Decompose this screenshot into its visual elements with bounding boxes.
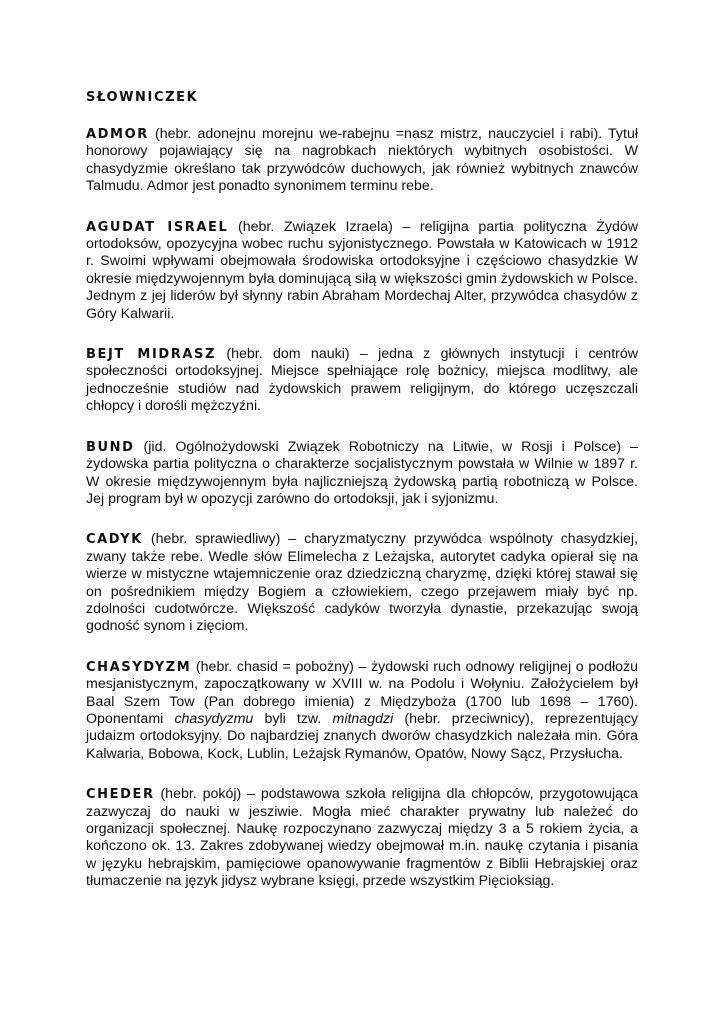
entry-definition-part-a: (hebr. chasid = pobożny) – żydowski ruch odnowy religijnej o podłożu mesjanistycznym, zapoczątkowany w XVIII w. na Podolu i Wołyniu. Założycielem był Baal Szem Tow (Pan dobrego imienia) z Międzyboża (1700 lub 1698 – 1760). Oponentami [86, 658, 638, 727]
glossary-entry-chasydyzm [86, 659, 638, 763]
entry-definition: (hebr. pokój) – podstawowa szkoła religijna dla chłopców, przygotowująca zazwyczaj do nauki w jeszіwie. Mogła mieć charakter prywatny lub należeć do organizacji społecznej. Naukę rozpoczynano zazwyczaj między 3 a 5 rokiem życia, a kończono ok. 13. Zakres zdobywanej wiedzy obejmował m.in. naukę czytania i pisania w języku hebrajskim, pamięciowe opanowywanie fragmentów z Biblii Hebrajskiej oraz tłumaczenie na język jidysz wybrane księgi, przede wszystkim Pięcioksiąg. [86, 786, 638, 890]
glossary-entry-bejt-midrasz [86, 346, 638, 416]
entry-term: ADMOR [86, 127, 149, 142]
glossary-entry-admor [86, 126, 638, 196]
entry-definition-italic-mitnagdzi: mitnagdzi [332, 710, 394, 727]
entry-definition-italic-chasydyzmu: chasydyzmu [174, 710, 254, 727]
entry-term: BUND [86, 439, 135, 455]
entry-definition-part-c: (hebr. przeciwnicy), reprezentujący judaizm ortodoksyjny. Do najbardziej znanych dworów chasydzkich należała min. Góra Kalwaria, Bobowa, Kock, Lublin, Leżajsk Rymanów, Opatów, Nowy Sącz, Przysłucha. [86, 710, 639, 762]
entry-term: CHEDER [86, 787, 155, 803]
entry-definition: (hebr. adonejnu morejnu we-rabejnu =nasz mistrz, nauczyciel i rabi). Tytuł honorowy pojawiający się na nagrobkach niektórych wybitnych osobistości. W chasydyzmie określano tak przywódców duchowych, jak również wybitnych znawców Talmudu. Admor jest ponadto synonimem terminu rebe. [86, 126, 638, 195]
entry-definition: (jid. Ogólnożydowski Związek Robotniczy na Litwie, w Rosji i Polsce) – żydowska partia polityczna o charakterze socjalistycznym powstała w Wilnie w 1897 r. W okresie międzywojennym była najliczniejszą żydowską partią robotniczą w Polsce. Jej program był w opozycji zarówno do ortodoksji, jak i syjonizmu. [86, 438, 638, 507]
glossary-entry-bund [86, 439, 638, 509]
glossary-entry-cadyk [86, 531, 638, 635]
page-title: SŁOWNICZEK [86, 90, 199, 105]
entry-term: AGUDAT ISRAEL [86, 219, 229, 235]
glossary-entry-agudat-israel [86, 219, 638, 323]
entry-definition: (hebr. sprawiedliwy) – charyzmatyczny przywódca wspólnoty chasydzkiej, zwany także rebe. Wedle słów Elimelecha z Leżajska, autorytet cadyka opierał się na wierze w mistyczne wtajemniczenie oraz dziedziczną charyzmę, dzięki której stawał się on pośrednikiem między Bogiem a człowiekiem, czego przejawem miały być np. zdolności cudotwórcze. Większość cadyków tworzyła dynastie, przekazując swoją godność synom i zięciom. [86, 531, 638, 635]
glossary-entry-cheder [86, 786, 638, 890]
entry-definition: (hebr. dom nauki) – jedna z głównych instytucji i centrów społeczności ortodoksyjnej. Miejsce spełniające rolę bożnicy, miejsca modlitwy, ale jednocześnie studiów nad żydowskich prawem religijnym, do którego uczęszczali chłopcy i dorośli mężczyźni. [86, 346, 638, 415]
glossary-page [86, 88, 638, 914]
entry-term: BEJT MIDRASZ [86, 347, 217, 363]
entry-term: CADYK [86, 532, 143, 548]
entry-definition-part-b: byli tzw. [253, 710, 333, 727]
entry-definition: (hebr. Związek Izraela) – religijna partia polityczna Żydów ortodoksów, opozycyjna wobec ruchu syjonistycznego. Powstała w Katowicach w 1912 r. Swoimi wpływami obejmowała środowiska ortodoksyjne i częściowo chasydzkie W okresie międzywojennym była dominującą siłą w większości gmin żydowskich w Polsce. Jednym z jej liderów był słynny rabin Abraham Mordechaj Alter, przywódca chasydów z Góry Kalwarii. [86, 218, 638, 322]
entry-term: CHASYDYZM [86, 659, 192, 675]
